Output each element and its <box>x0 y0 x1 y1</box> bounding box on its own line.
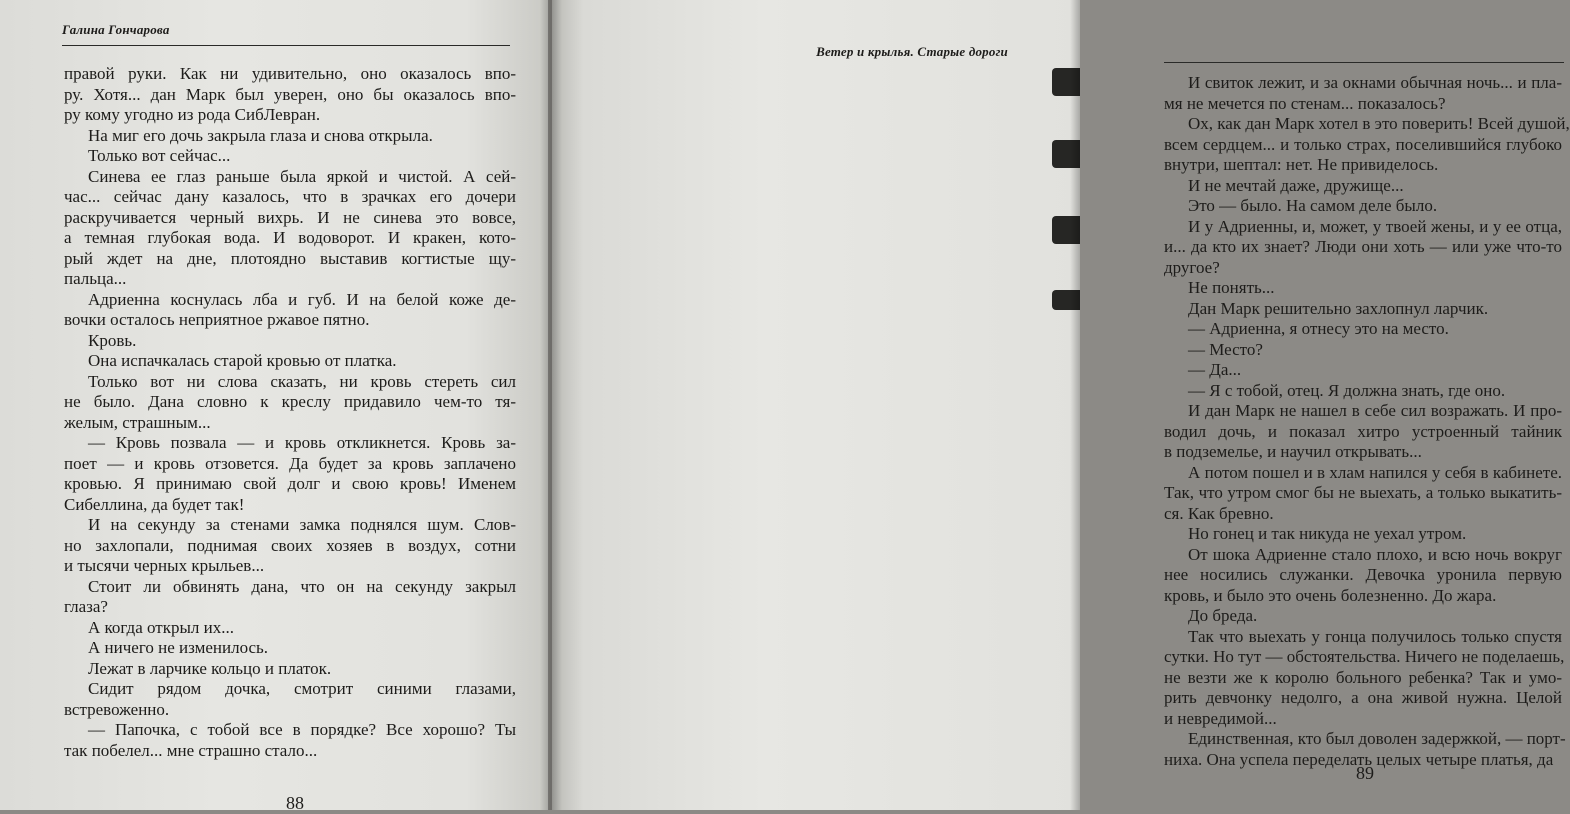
page-number: 88 <box>286 793 304 813</box>
header-rule <box>62 45 510 46</box>
text-line: Единственная, кто был доволен задержкой, — порт- <box>1188 729 1566 748</box>
text-line: — Я с тобой, отец. Я должна знать, где оно. <box>1188 380 1506 400</box>
text-line: Но гонец и так никуда не уехал утром. <box>1188 524 1467 543</box>
text-line: кровью. Я принимаю свой долг и свою кровь! Именем <box>64 474 516 493</box>
right-page <box>552 0 1570 810</box>
text-line: не было. Дана словно к креслу придавило чем-то тя- <box>64 392 516 411</box>
text-line: — Кровь позвала — и кровь откликнется. Кровь за- <box>88 433 516 452</box>
text-line: всем сердцем... и только страх, поселившийся глубоко <box>1164 134 1562 154</box>
text-line: Адриенна коснулась лба и губ. И на белой коже де- <box>88 289 516 309</box>
text-line: Так, что утром смог бы не выехать, а только выкатить- <box>1164 483 1562 502</box>
text-line: — Адриенна, я отнесу это на место. <box>1188 319 1449 338</box>
text-line: Стоит ли обвинять дана, что он на секунду закрыл <box>88 576 516 596</box>
text-line: правой руки. Как ни удивительно, оно оказалось впо- <box>64 64 516 83</box>
book-gutter-shadow <box>540 0 562 810</box>
text-line: — Папочка, с тобой все в порядке? Все хорошо? Ты <box>88 720 516 739</box>
text-line: — Место? <box>1188 339 1263 359</box>
text-line: И свиток лежит, и за окнами обычная ночь... и пла- <box>1188 73 1562 92</box>
text-line: До бреда. <box>1188 606 1258 625</box>
text-line: но захлопали, поднимая своих хозяев в воздух, сотни <box>64 535 516 555</box>
text-line: кровь, и было это очень болезненно. До жара. <box>1164 585 1497 605</box>
text-line: И на секунду за стенами замка поднялся шум. Слов- <box>88 515 516 534</box>
text-line: и... да кто их знает? Люди они хоть — или уже что-то <box>1164 237 1562 256</box>
text-line: Только вот сейчас... <box>88 146 231 165</box>
text-line: и невредимой... <box>1164 708 1277 728</box>
text-line: ру кому угодно из рода СибЛевран. <box>64 105 321 124</box>
text-line: Ох, как дан Марк хотел в это поверить! Всей душой, <box>1188 114 1570 133</box>
page-number: 89 <box>1356 763 1374 783</box>
text-line: А ничего не изменилось. <box>88 638 269 657</box>
text-line: в подземелье, и научил открывать... <box>1164 442 1422 461</box>
text-line: и тысячи черных крыльев... <box>64 556 265 575</box>
text-line: другое? <box>1164 257 1220 277</box>
text-line: пальца... <box>64 269 127 288</box>
text-line: А потом пошел и в хлам напился у себя в кабинете. <box>1188 462 1562 482</box>
text-line: И дан Марк не нашел в себе сил возражать. И про- <box>1188 401 1562 420</box>
text-line: встревоженно. <box>64 699 170 719</box>
text-line: Не понять... <box>1188 278 1275 297</box>
text-line: раскручивается черный вихрь. И не синева это вовсе, <box>64 207 516 227</box>
text-line: сутки. Но тут — обстоятельства. Ничего не поделаешь, <box>1164 647 1565 666</box>
left-page <box>0 0 548 813</box>
right-page-text <box>1164 73 1570 770</box>
text-line: глаза? <box>64 597 108 616</box>
text-line: И не мечтай даже, дружище... <box>1188 175 1404 195</box>
text-line: ся. Как бревно. <box>1164 503 1274 523</box>
text-line: И у Адриенны, и, может, у твоей жены, и у ее отца, <box>1188 216 1562 236</box>
left-page-text <box>64 64 516 761</box>
text-line: а темная глубокая вода. И водоворот. И кракен, кото- <box>64 228 516 247</box>
text-line: час... сейчас дану казалось, что в зрачках его дочери <box>64 187 516 206</box>
page-edge-shadow <box>1070 0 1080 810</box>
text-line: желым, страшным... <box>64 412 211 432</box>
text-line: водил дочь, и показал хитро устроенный тайник <box>1164 421 1562 441</box>
text-line: ниха. Она успела переделать целых четыре платья, да <box>1164 749 1554 769</box>
text-line: поет — и кровь отзовется. Да будет за кровь заплачено <box>64 453 516 473</box>
text-line: Сидит рядом дочка, смотрит синими глазами, <box>88 679 516 698</box>
text-line: ру. Хотя... дан Марк был уверен, оно бы оказалось впо- <box>64 84 516 104</box>
text-line: внутри, шептал: нет. Не привиделось. <box>1164 155 1439 174</box>
text-line: От шока Адриенне стало плохо, и всю ночь вокруг <box>1188 544 1562 564</box>
text-line: Лежат в ларчике кольцо и платок. <box>88 658 332 678</box>
running-head-author: Галина Гончарова <box>62 22 170 37</box>
text-line: — Да... <box>1188 360 1242 379</box>
header-rule <box>1164 62 1564 63</box>
text-line: так побелел... мне страшно стало... <box>64 740 318 760</box>
text-line: нее носились служанки. Девочка уронила первую <box>1164 565 1562 584</box>
text-line: Сибеллина, да будет так! <box>64 494 245 514</box>
text-line: Она испачкалась старой кровью от платка. <box>88 351 397 370</box>
text-line: Это — было. На самом деле было. <box>1188 196 1438 215</box>
text-line: не везти же к королю больного ребенка? Так и умо- <box>1164 667 1562 687</box>
text-line: Кровь. <box>88 330 137 350</box>
text-line: вочки осталось неприятное ржавое пятно. <box>64 310 370 329</box>
text-line: А когда открыл их... <box>88 617 234 637</box>
text-line: мя не мечется по стенам... показалось? <box>1164 93 1446 113</box>
text-line: На миг его дочь закрыла глаза и снова открыла. <box>88 125 433 145</box>
text-line: Так что выехать у гонца получилось только спустя <box>1188 626 1562 646</box>
text-line: рить девчонку недолго, а она живой нужна. Целой <box>1164 688 1562 707</box>
text-line: Дан Марк решительно захлопнул ларчик. <box>1188 298 1489 318</box>
text-line: Синева ее глаз раньше была яркой и чистой. А сей- <box>88 166 516 186</box>
text-line: рый ждет на дне, плотоядно выставив когтистые щу- <box>64 248 516 268</box>
running-head-title: Ветер и крылья. Старые дороги <box>816 44 1008 59</box>
text-line: Только вот ни слова сказать, ни кровь стереть сил <box>88 371 516 391</box>
